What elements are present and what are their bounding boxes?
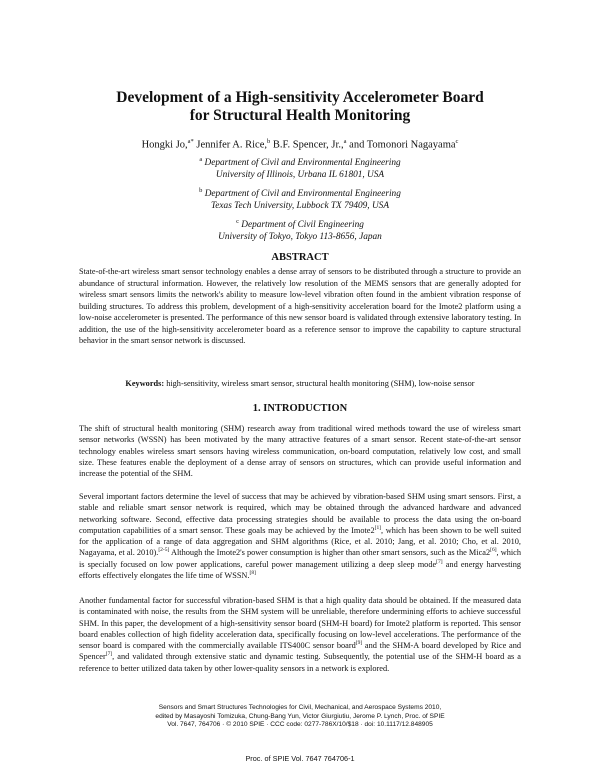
intro-paragraph-3 xyxy=(79,595,521,674)
section-heading-introduction: 1. INTRODUCTION xyxy=(252,403,348,414)
keywords xyxy=(79,379,521,388)
citation-ref: [6] xyxy=(490,547,497,554)
affiliation-c-dept: Department of Civil Engineering xyxy=(241,220,364,231)
para2-text-5: and energy harvesting efforts effectively elongates the life time of WSSN. xyxy=(79,559,522,581)
author-nagayama-affil: c xyxy=(455,138,459,145)
author-rice-affil: b xyxy=(266,138,271,145)
footer-line-3: Vol. 7647, 764706 · © 2010 SPIE · CCC code: 0277-786X/10/$18 · doi: 10.1117/12.848905 xyxy=(167,721,433,728)
footer-line-1: Sensors and Smart Structures Technologies for Civil, Mechanical, and Aerospace Systems 2010, xyxy=(158,704,442,711)
citation-ref: [7] xyxy=(105,651,113,658)
keywords-list: high-sensitivity, wireless smart sensor, structural health monitoring (SHM), low-noise sensor xyxy=(164,379,475,388)
author-spencer-affil: a xyxy=(343,138,347,145)
author-jo-affil: a* xyxy=(187,138,194,145)
affiliation-a-inst: University of Illinois, Urbana IL 61801, USA xyxy=(215,169,385,180)
affiliation-b-dept: Department of Civil and Environmental Engineering xyxy=(204,189,401,200)
keywords-label: Keywords: xyxy=(125,379,165,388)
author-spencer: B.F. Spencer, Jr., xyxy=(270,139,344,151)
affiliation-a xyxy=(100,154,500,181)
citation-ref: [1] xyxy=(374,525,382,532)
author-list xyxy=(60,135,540,153)
author-jo: Hongki Jo, xyxy=(141,139,188,151)
affiliation-c xyxy=(100,216,500,243)
para2-text-4: , which is specially focused on low power applications, careful power management utilizing a deep sleep mode xyxy=(79,548,521,569)
para2-text-2: , which has been shown to be well suited for the application of a range of data aggregation and SHM algorithms (Rice, et al. 2010; Jang, et al. 2010; Cho, et al. 2010, Nagayama, et al. 2010). xyxy=(79,525,521,558)
para3-text-2: and the SHM-A board developed by Rice and Spencer xyxy=(79,641,521,662)
para2-text-3: Although the Imote2's power consumption is higher than other smart sensors, such as the Mica2 xyxy=(169,548,491,558)
affiliations xyxy=(100,154,500,247)
author-nagayama: and Tomonori Nagayama xyxy=(346,139,456,151)
title-line-2: for Structural Health Monitoring xyxy=(189,107,411,124)
affiliation-a-dept: Department of Civil and Environmental Engineering xyxy=(204,158,401,169)
intro-paragraph-2 xyxy=(79,491,521,581)
citation-ref: [2-5] xyxy=(158,547,170,554)
publication-footer xyxy=(100,704,500,730)
citation-ref: [8] xyxy=(249,570,256,577)
author-rice: Jennifer A. Rice, xyxy=(193,139,267,151)
affiliation-c-marker: c xyxy=(236,218,239,226)
affiliation-b xyxy=(100,185,500,212)
affiliation-c-inst: University of Tokyo, Tokyo 113-8656, Japan xyxy=(218,231,382,242)
paper-title xyxy=(60,89,540,125)
abstract-heading: ABSTRACT xyxy=(271,252,329,263)
para3-text-1: Another fundamental factor for successful vibration-based SHM is that a high quality data should be obtained. If the measured data is contaminated with noise, the results from the SHM system will be unreliable, therefore undermining efforts to achieve successful SHM. In this paper, the development of a high-sensitivity sensor board (SHM-H board) for Imote2 platform is reported. This sensor board enables collection of high fidelity acceleration data, specifically focusing on low-level accelerations. The performance of the sensor board is compared with the commercially available ITS400C sensor board xyxy=(79,596,521,651)
para2-text-1: Several important factors determine the level of success that may be achieved by vibration-based SHM using smart sensors. First, a stable and reliable smart sensor network is required, which may be obtained through the advanced hardware and advanced networking software. Second, effective data processing strategies should be available to process the data using the on-board computation capabilities of a smart sensor. These goals may be achieved by the Imote2 xyxy=(79,492,521,535)
page-number: Proc. of SPIE Vol. 7647 764706-1 xyxy=(245,754,355,763)
intro-paragraph-1: The shift of structural health monitoring (SHM) research away from traditional wired methods toward the use of wireless smart sensor networks (WSSN) has been motivated by the many attractive features of a smart sensor. Recent state-of-the-art sensor technology enables wireless smart sensors having wireless communication, on-board computation, relatively low cost, and small size. These features enable the deployment of a dense array of sensors on structures, which can provide useful information and increase the potential of the SHM. xyxy=(79,424,521,479)
citation-ref: [7] xyxy=(436,559,443,566)
para3-text-3: , and validated through extensive static and dynamic testing. Subsequently, the potential use of the SHM-H board as a reference to better utilized data taken by other lower-quality sensors in a network is explored. xyxy=(79,652,521,673)
title-line-1: Development of a High-sensitivity Accelerometer Board xyxy=(116,89,484,106)
affiliation-b-inst: Texas Tech University, Lubbock TX 79409, USA xyxy=(210,200,389,211)
affiliation-a-marker: a xyxy=(199,156,203,163)
affiliation-b-marker: b xyxy=(199,187,203,195)
footer-line-2: edited by Masayoshi Tomizuka, Chung-Bang Yun, Victor Giurgiutiu, Jerome P. Lynch, Proc. of SPIE xyxy=(155,712,445,720)
abstract-text: State-of-the-art wireless smart sensor technology enables a dense array of sensors to be distributed through a structure to provide an abundance of structural information. However, the relatively low resolution of the MEMS sensors that are generally adopted for wireless smart sensors limits the network's ability to measure low-level vibration often found in the ambient vibration response of building structures. To address this problem, development of a high-sensitivity acceleration board for the Imote2 platform using a low-noise accelerometer is presented. The performance of this new sensor board is validated through extensive laboratory testing. In addition, the use of the high-sensitivity accelerometer board as a reference sensor to improve the capability to capture structural behavior in the smart sensor network is discussed. xyxy=(79,267,521,345)
citation-ref: [9] xyxy=(355,640,363,647)
